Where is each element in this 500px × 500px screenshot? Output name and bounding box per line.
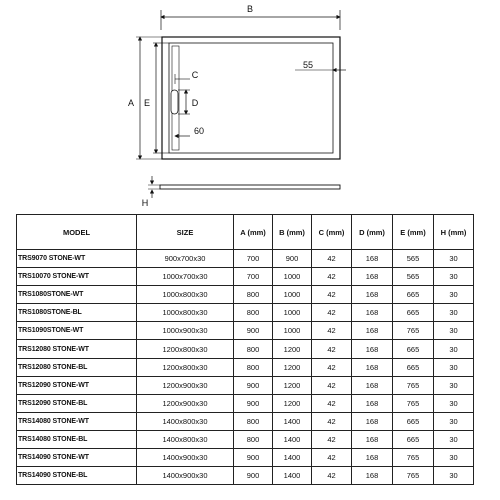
cell-a: 800 [234, 286, 273, 304]
cell-b: 1000 [273, 322, 312, 340]
cell-b: 1200 [273, 340, 312, 358]
cell-b: 900 [273, 250, 312, 268]
dimension-e [144, 43, 169, 153]
cell-c: 42 [312, 322, 352, 340]
cell-h: 30 [434, 250, 474, 268]
cell-model: TRS12090 STONE-BL [17, 394, 137, 412]
cell-c: 42 [312, 412, 352, 430]
cell-a: 900 [234, 449, 273, 467]
cell-size: 1000x900x30 [137, 322, 234, 340]
cell-model: TRS1080STONE-WT [17, 286, 137, 304]
cell-a: 800 [234, 358, 273, 376]
header-c: C (mm) [312, 215, 352, 250]
tray-outline [162, 37, 340, 159]
cell-a: 900 [234, 394, 273, 412]
table-row [17, 376, 474, 394]
cell-e: 765 [393, 376, 434, 394]
cell-size: 1400x900x30 [137, 467, 234, 485]
cell-size: 1000x800x30 [137, 286, 234, 304]
cell-e: 665 [393, 340, 434, 358]
cell-b: 1000 [273, 304, 312, 322]
cell-a: 900 [234, 376, 273, 394]
header-d: D (mm) [352, 215, 393, 250]
cell-b: 1400 [273, 449, 312, 467]
cell-d: 168 [352, 376, 393, 394]
cell-c: 42 [312, 286, 352, 304]
label-h: H [141, 198, 149, 208]
table-header-row [17, 215, 474, 250]
cell-c: 42 [312, 250, 352, 268]
table-row [17, 394, 474, 412]
cell-e: 665 [393, 430, 434, 448]
table-row [17, 250, 474, 268]
cell-model: TRS10070 STONE-WT [17, 268, 137, 286]
shower-tray-technical-drawing [0, 0, 500, 212]
cell-b: 1400 [273, 412, 312, 430]
table-row [17, 340, 474, 358]
cell-size: 1200x900x30 [137, 376, 234, 394]
cell-d: 168 [352, 250, 393, 268]
dimension-55 [295, 60, 346, 70]
cell-d: 168 [352, 358, 393, 376]
cell-size: 900x700x30 [137, 250, 234, 268]
dimension-b [161, 4, 340, 30]
cell-b: 1200 [273, 376, 312, 394]
dimension-c [175, 70, 199, 84]
cell-h: 30 [434, 322, 474, 340]
cell-model: TRS12090 STONE-WT [17, 376, 137, 394]
cell-d: 168 [352, 286, 393, 304]
label-e: E [143, 98, 151, 108]
table-row [17, 358, 474, 376]
cell-b: 1200 [273, 394, 312, 412]
cell-e: 665 [393, 286, 434, 304]
header-size: SIZE [137, 215, 234, 250]
cell-model: TRS12080 STONE-BL [17, 358, 137, 376]
cell-size: 1400x800x30 [137, 430, 234, 448]
cell-h: 30 [434, 304, 474, 322]
dimension-60 [175, 126, 204, 136]
cell-d: 168 [352, 394, 393, 412]
cell-d: 168 [352, 340, 393, 358]
cell-b: 1200 [273, 358, 312, 376]
cell-c: 42 [312, 430, 352, 448]
cell-b: 1000 [273, 286, 312, 304]
cell-size: 1200x800x30 [137, 340, 234, 358]
cell-e: 565 [393, 268, 434, 286]
header-model: MODEL [17, 215, 137, 250]
cell-model: TRS14090 STONE-WT [17, 449, 137, 467]
cell-model: TRS14080 STONE-WT [17, 412, 137, 430]
cell-size: 1200x800x30 [137, 358, 234, 376]
cell-b: 1400 [273, 430, 312, 448]
cell-d: 168 [352, 322, 393, 340]
cell-h: 30 [434, 449, 474, 467]
cell-e: 665 [393, 412, 434, 430]
label-d: D [191, 98, 199, 108]
cell-model: TRS14080 STONE-BL [17, 430, 137, 448]
dimension-d [178, 90, 199, 114]
cell-size: 1000x800x30 [137, 304, 234, 322]
table-row [17, 286, 474, 304]
cell-model: TRS1080STONE-BL [17, 304, 137, 322]
table-row [17, 467, 474, 485]
cell-model: TRS12080 STONE-WT [17, 340, 137, 358]
cell-a: 900 [234, 322, 273, 340]
cell-c: 42 [312, 304, 352, 322]
cell-h: 30 [434, 394, 474, 412]
dimension-h [142, 176, 160, 208]
table-row [17, 304, 474, 322]
cell-d: 168 [352, 430, 393, 448]
cell-e: 765 [393, 449, 434, 467]
cell-b: 1400 [273, 467, 312, 485]
cell-h: 30 [434, 268, 474, 286]
cell-h: 30 [434, 358, 474, 376]
header-e: E (mm) [393, 215, 434, 250]
cell-d: 168 [352, 449, 393, 467]
cell-a: 800 [234, 412, 273, 430]
table-row [17, 268, 474, 286]
cell-b: 1000 [273, 268, 312, 286]
cell-h: 30 [434, 286, 474, 304]
cell-d: 168 [352, 304, 393, 322]
tray-side-profile [160, 185, 340, 189]
cell-a: 700 [234, 250, 273, 268]
label-60: 60 [193, 126, 205, 136]
spec-table [16, 214, 474, 485]
cell-c: 42 [312, 358, 352, 376]
cell-model: TRS1090STONE-WT [17, 322, 137, 340]
cell-e: 565 [393, 250, 434, 268]
cell-a: 800 [234, 304, 273, 322]
cell-a: 800 [234, 430, 273, 448]
cell-d: 168 [352, 412, 393, 430]
cell-c: 42 [312, 467, 352, 485]
cell-c: 42 [312, 449, 352, 467]
label-c: C [191, 70, 199, 80]
cell-e: 765 [393, 394, 434, 412]
table-row [17, 412, 474, 430]
header-a: A (mm) [234, 215, 273, 250]
cell-h: 30 [434, 376, 474, 394]
table-row [17, 322, 474, 340]
cell-e: 765 [393, 322, 434, 340]
cell-e: 665 [393, 304, 434, 322]
cell-h: 30 [434, 467, 474, 485]
label-a: A [127, 98, 135, 108]
header-h: H (mm) [434, 215, 474, 250]
cell-model: TRS9070 STONE-WT [17, 250, 137, 268]
cell-a: 800 [234, 340, 273, 358]
cell-size: 1400x800x30 [137, 412, 234, 430]
cell-size: 1400x900x30 [137, 449, 234, 467]
label-55: 55 [302, 60, 314, 70]
cell-d: 168 [352, 268, 393, 286]
label-b: B [246, 4, 254, 14]
cell-c: 42 [312, 394, 352, 412]
drain-grate [171, 90, 178, 114]
cell-c: 42 [312, 268, 352, 286]
cell-h: 30 [434, 340, 474, 358]
cell-size: 1000x700x30 [137, 268, 234, 286]
cell-size: 1200x900x30 [137, 394, 234, 412]
cell-h: 30 [434, 412, 474, 430]
cell-c: 42 [312, 376, 352, 394]
cell-d: 168 [352, 467, 393, 485]
cell-model: TRS14090 STONE-BL [17, 467, 137, 485]
cell-h: 30 [434, 430, 474, 448]
cell-e: 665 [393, 358, 434, 376]
table-row [17, 449, 474, 467]
header-b: B (mm) [273, 215, 312, 250]
table-row [17, 430, 474, 448]
cell-a: 900 [234, 467, 273, 485]
cell-c: 42 [312, 340, 352, 358]
cell-a: 700 [234, 268, 273, 286]
cell-e: 765 [393, 467, 434, 485]
